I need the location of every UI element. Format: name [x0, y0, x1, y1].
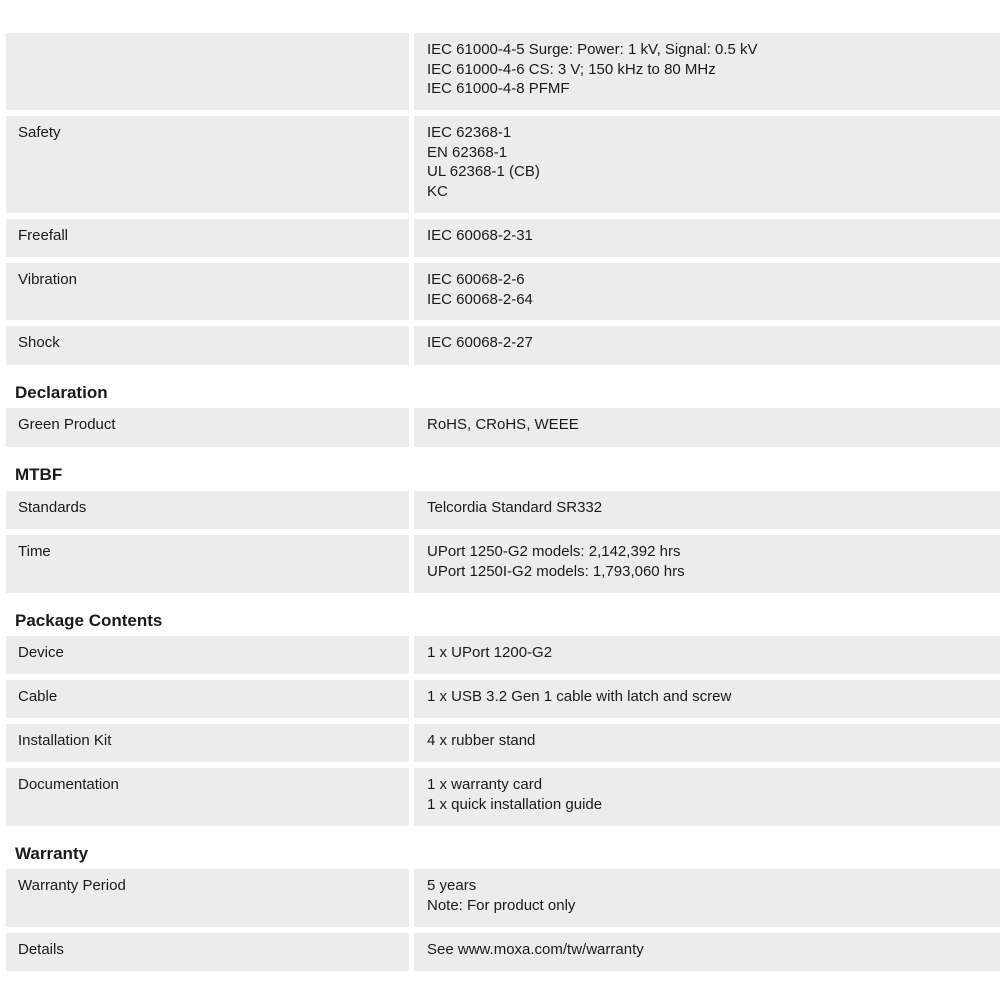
spec-value-line: EN 62368-1 [427, 143, 508, 161]
spec-value-line: IEC 61000-4-6 CS: 3 V; 150 kHz to 80 MHz [427, 60, 716, 78]
spec-label: Safety [6, 116, 409, 213]
spec-label: Cable [6, 680, 409, 718]
spec-label: Green Product [6, 408, 409, 447]
spec-value-line: 1 x warranty card [427, 776, 543, 793]
spec-label: Shock [6, 326, 409, 365]
spec-value-cell [414, 680, 1000, 718]
section-heading-declaration: Declaration [15, 383, 108, 402]
warranty-link-text: See www.moxa.com/tw/warranty [427, 941, 644, 958]
spec-value-cell [414, 933, 1000, 971]
spec-value-line: 1 x quick installation guide [427, 795, 603, 813]
spec-value-cell [414, 869, 1000, 927]
spec-value-cell [414, 491, 1000, 529]
spec-value-line: IEC 60068-2-27 [427, 334, 533, 351]
spec-value-line: Note: For product only [427, 896, 576, 914]
spec-value-line: UPort 1250-G2 models: 2,142,392 hrs [427, 543, 681, 560]
spec-row-green-product [6, 408, 1000, 447]
spec-row-emc-continued [6, 33, 1000, 110]
spec-row-cable [6, 680, 1000, 718]
spec-row-details [6, 933, 1000, 971]
spec-label: Device [6, 636, 409, 674]
spec-value-line: IEC 61000-4-8 PFMF [427, 80, 570, 98]
spec-row-shock [6, 326, 1000, 365]
spec-row-safety [6, 116, 1000, 213]
spec-value-line: IEC 62368-1 [427, 124, 512, 141]
spec-value-line: RoHS, CRoHS, WEEE [427, 416, 579, 433]
spec-label: Installation Kit [6, 724, 409, 762]
spec-value-line: UL 62368-1 (CB) [427, 163, 540, 181]
spec-value-line: UPort 1250I-G2 models: 1,793,060 hrs [427, 562, 685, 580]
spec-value-cell [414, 724, 1000, 762]
spec-value-line: 5 years [427, 877, 477, 894]
section-heading-mtbf: MTBF [15, 465, 63, 484]
spec-value-cell [414, 768, 1000, 826]
spec-value-line: IEC 60068-2-31 [427, 227, 533, 244]
spec-value-line: IEC 60068-2-64 [427, 290, 533, 308]
spec-row-device [6, 636, 1000, 674]
spec-label: Warranty Period [6, 869, 409, 927]
spec-value-cell [414, 326, 1000, 365]
spec-value-line: 4 x rubber stand [427, 732, 536, 749]
spec-value-cell [414, 408, 1000, 447]
spec-row-freefall [6, 219, 1000, 257]
spec-value-line: IEC 60068-2-6 [427, 271, 525, 288]
spec-value-cell [414, 263, 1000, 320]
spec-value-cell [414, 33, 1000, 110]
spec-value-line: IEC 61000-4-5 Surge: Power: 1 kV, Signal: 0.5 kV [427, 41, 758, 58]
spec-value-line: 1 x USB 3.2 Gen 1 cable with latch and screw [427, 688, 732, 705]
spec-row-vibration [6, 263, 1000, 320]
section-heading-package-contents: Package Contents [15, 611, 163, 630]
spec-row-standards [6, 491, 1000, 529]
spec-value-cell [414, 535, 1000, 593]
spec-label: Documentation [6, 768, 409, 826]
spec-row-documentation [6, 768, 1000, 826]
spec-label: Freefall [6, 219, 409, 257]
spec-value-line: KC [427, 183, 448, 201]
spec-value-cell [414, 116, 1000, 213]
spec-value-line: Telcordia Standard SR332 [427, 499, 603, 516]
spec-row-time [6, 535, 1000, 593]
section-heading-warranty: Warranty [15, 844, 89, 863]
spec-row-installation-kit [6, 724, 1000, 762]
spec-label-cell [6, 33, 409, 110]
spec-value-cell [414, 636, 1000, 674]
spec-label: Vibration [6, 263, 409, 320]
spec-label: Time [6, 535, 409, 593]
spec-value-line: 1 x UPort 1200-G2 [427, 644, 553, 661]
spec-label: Standards [6, 491, 409, 529]
spec-value-cell [414, 219, 1000, 257]
spec-row-warranty-period [6, 869, 1000, 927]
spec-label: Details [6, 933, 409, 971]
